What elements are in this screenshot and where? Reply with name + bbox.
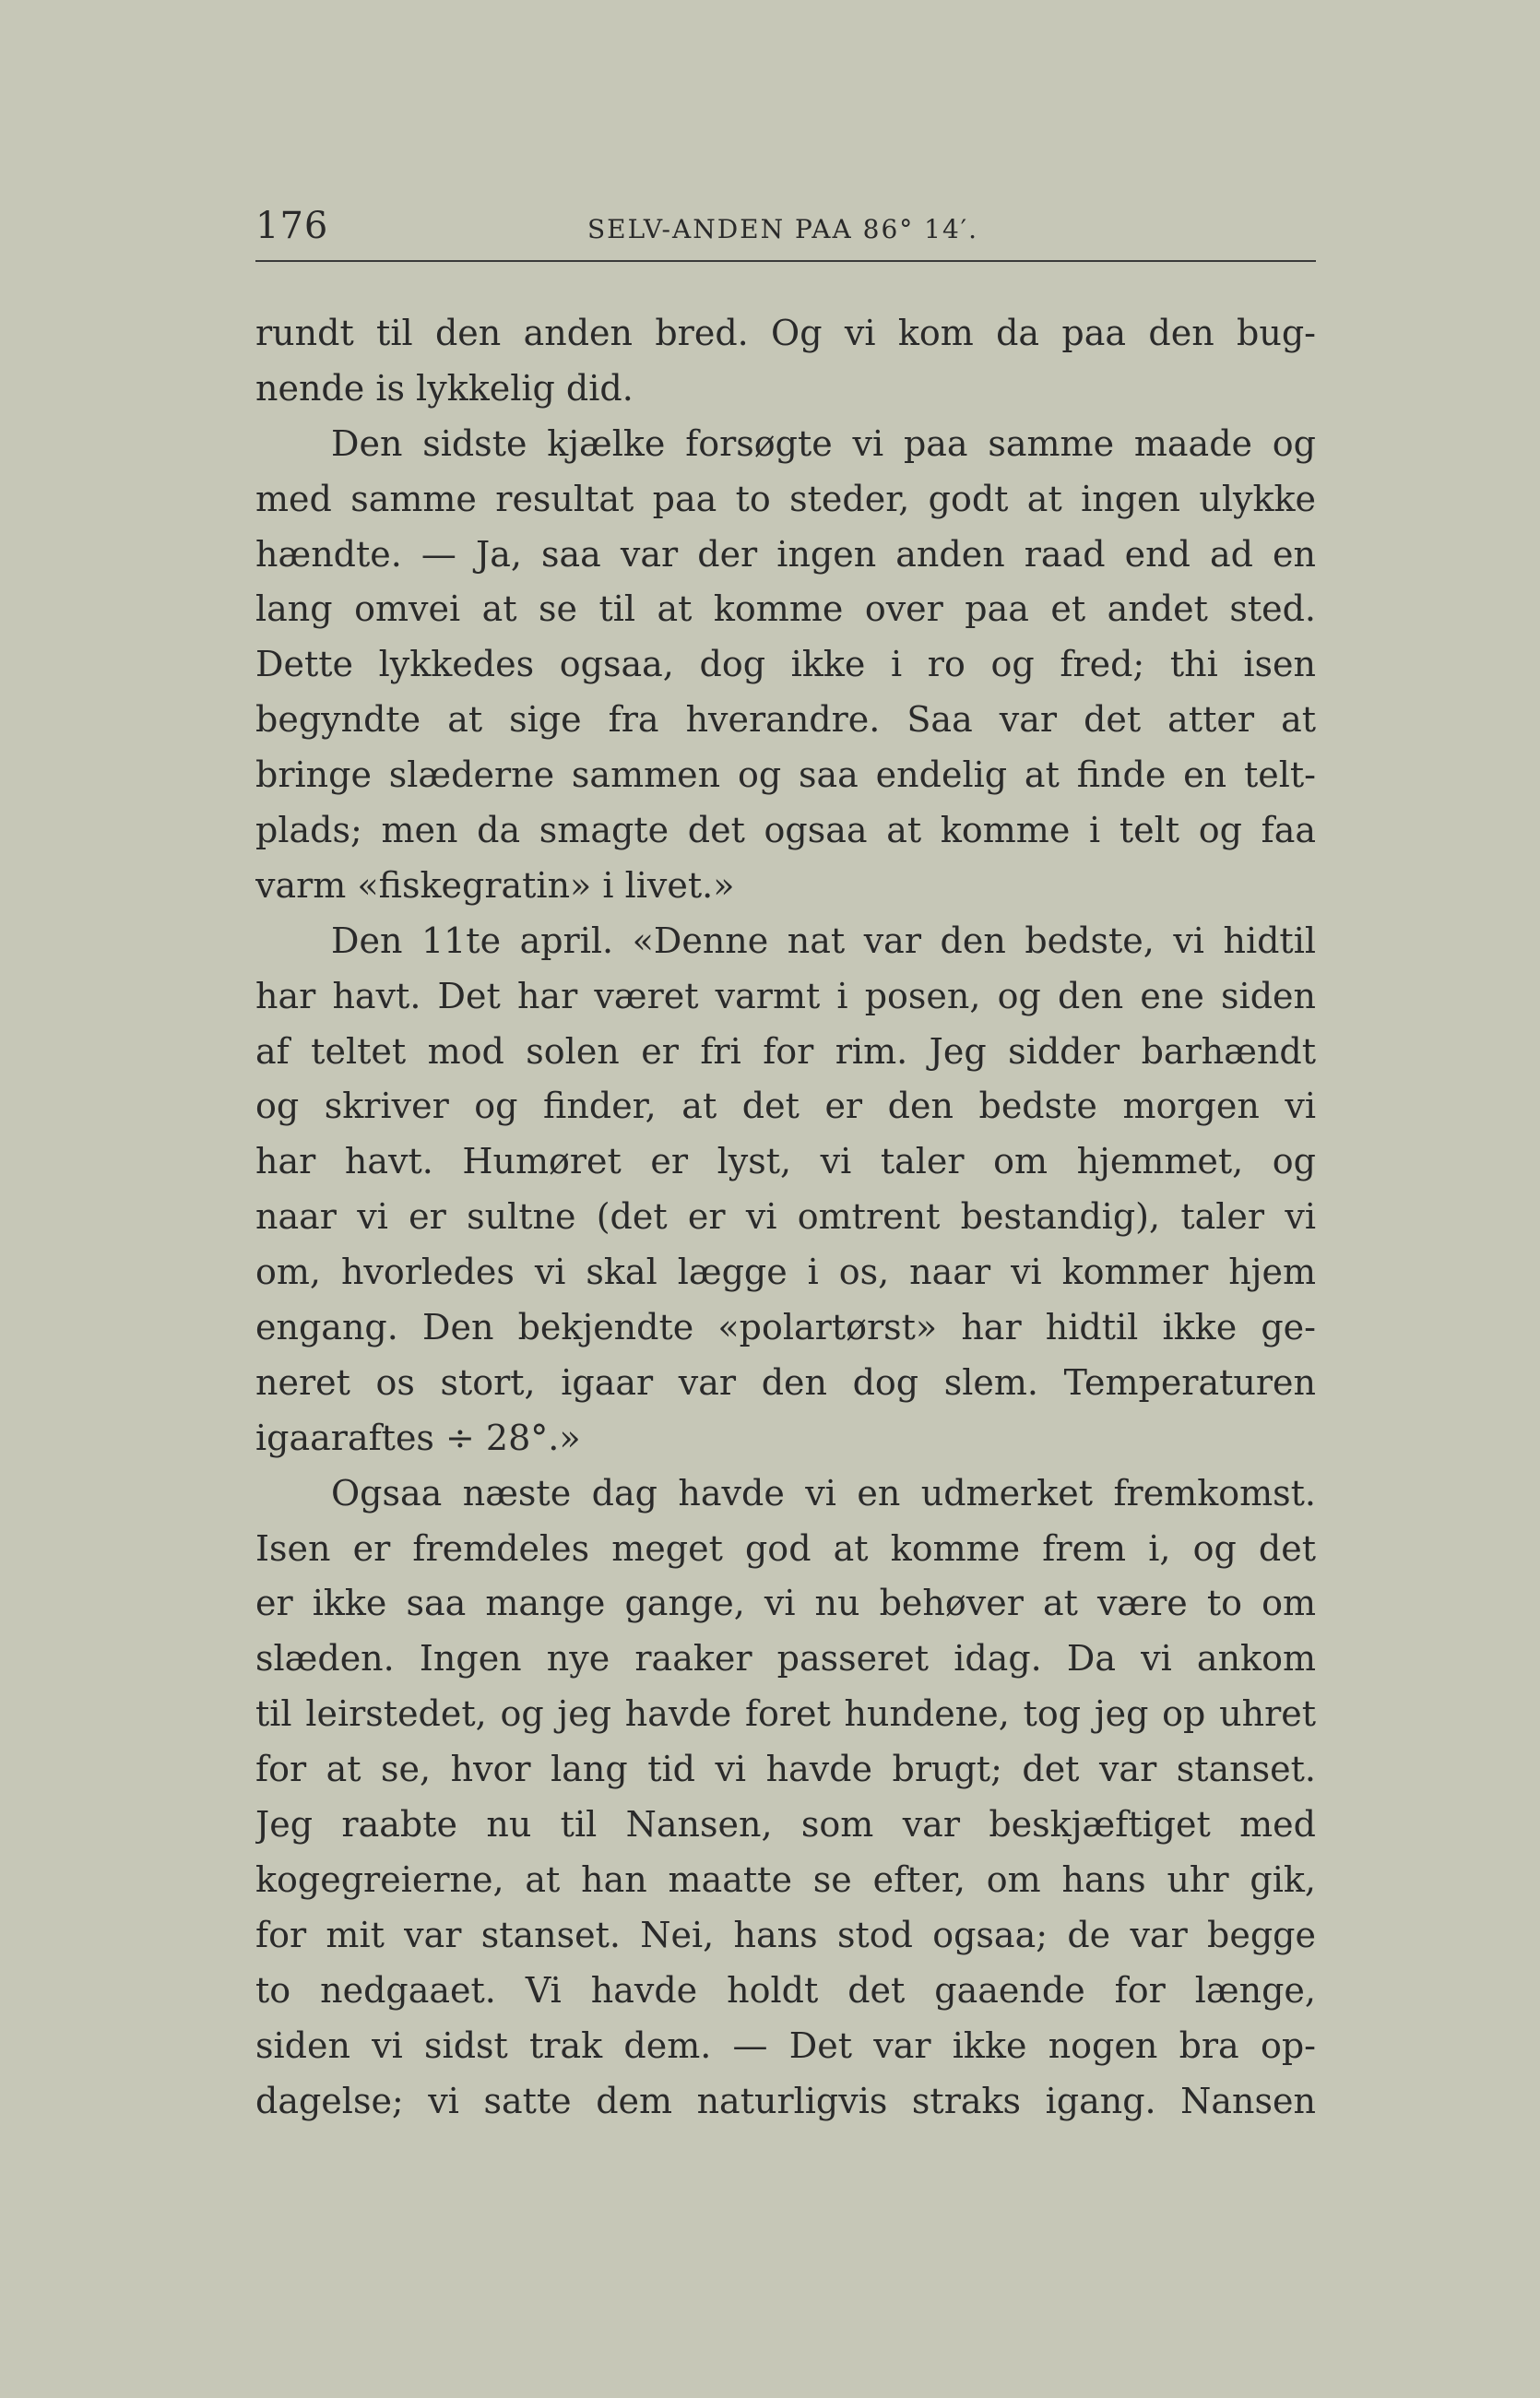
text-line: Jeg raabte nu til Nansen, som var beskjæftiget med (255, 1804, 1316, 1846)
text-line: Den sidste kjælke forsøgte vi paa samme maade og (331, 422, 1316, 464)
text-line: og skriver og finder, at det er den bedste morgen vi (255, 1086, 1316, 1127)
text-line: rundt til den anden bred. Og vi kom da paa den bug- (255, 313, 1316, 353)
text-line: naar vi er sultne (det er vi omtrent bestandig), taler vi (255, 1196, 1316, 1238)
text-line: Dette lykkedes ogsaa, dog ikke i ro og fred; thi isen (255, 644, 1316, 685)
text-line: Den 11te april. «Denne nat var den bedste, vi hidtil (331, 920, 1316, 961)
text-line: varm «fiskegratin» i livet.» (255, 864, 735, 906)
text-line: begyndte at sige fra hverandre. Saa var det atter at (255, 699, 1316, 741)
body-text (255, 306, 1316, 2129)
text-line: siden vi sidst trak dem. — Det var ikke nogen bra op- (255, 2024, 1316, 2066)
page-number: 176 (255, 205, 329, 247)
text-line: Isen er fremdeles meget god at komme frem i, og det (255, 1527, 1316, 1569)
text-line: har havt. Humøret er lyst, vi taler om hjemmet, og (255, 1141, 1316, 1182)
running-head (255, 205, 1316, 249)
text-line: nende is lykkelig did. (255, 367, 634, 409)
text-line: Ogsaa næste dag havde vi en udmerket fremkomst. (331, 1472, 1316, 1514)
text-line: igaaraftes ÷ 28°.» (255, 1417, 581, 1458)
text-line: om, hvorledes vi skal lægge i os, naar vi kommer hjem (255, 1252, 1316, 1293)
text-line: har havt. Det har været varmt i posen, og den ene siden (255, 975, 1316, 1016)
text-line: dagelse; vi satte dem naturligvis straks igang. Nansen (255, 2080, 1316, 2121)
text-line: kogegreierne, at han maatte se efter, om hans uhr gik, (255, 1858, 1316, 1900)
text-line: for mit var stanset. Nei, hans stod ogsaa; de var begge (255, 1914, 1316, 1955)
text-line: to nedgaaet. Vi havde holdt det gaaende for længe, (255, 1969, 1316, 2011)
header-rule (255, 260, 1316, 262)
text-line: hændte. — Ja, saa var der ingen anden raad end ad en (255, 533, 1316, 575)
running-title: SELV-ANDEN PAA 86° 14′. (587, 214, 979, 244)
text-line: af teltet mod solen er fri for rim. Jeg sidder barhændt (255, 1030, 1316, 1072)
text-line: neret os stort, igaar var den dog slem. Temperaturen (255, 1361, 1316, 1403)
text-line: bringe slæderne sammen og saa endelig at finde en telt- (255, 754, 1316, 796)
text-line: engang. Den bekjendte «polartørst» har hidtil ikke ge- (255, 1307, 1316, 1348)
text-line: lang omvei at se til at komme over paa et andet sted. (255, 588, 1316, 630)
text-line: er ikke saa mange gange, vi nu behøver at være to om (255, 1583, 1316, 1624)
text-line: slæden. Ingen nye raaker passeret idag. Da vi ankom (255, 1638, 1316, 1680)
text-line: til leirstedet, og jeg havde foret hundene, tog jeg op uhret (255, 1693, 1316, 1735)
text-line: med samme resultat paa to steder, godt at ingen ulykke (255, 478, 1316, 519)
text-line: plads; men da smagte det ogsaa at komme i telt og faa (255, 810, 1316, 851)
text-line: for at se, hvor lang tid vi havde brugt; det var stanset. (255, 1749, 1316, 1790)
